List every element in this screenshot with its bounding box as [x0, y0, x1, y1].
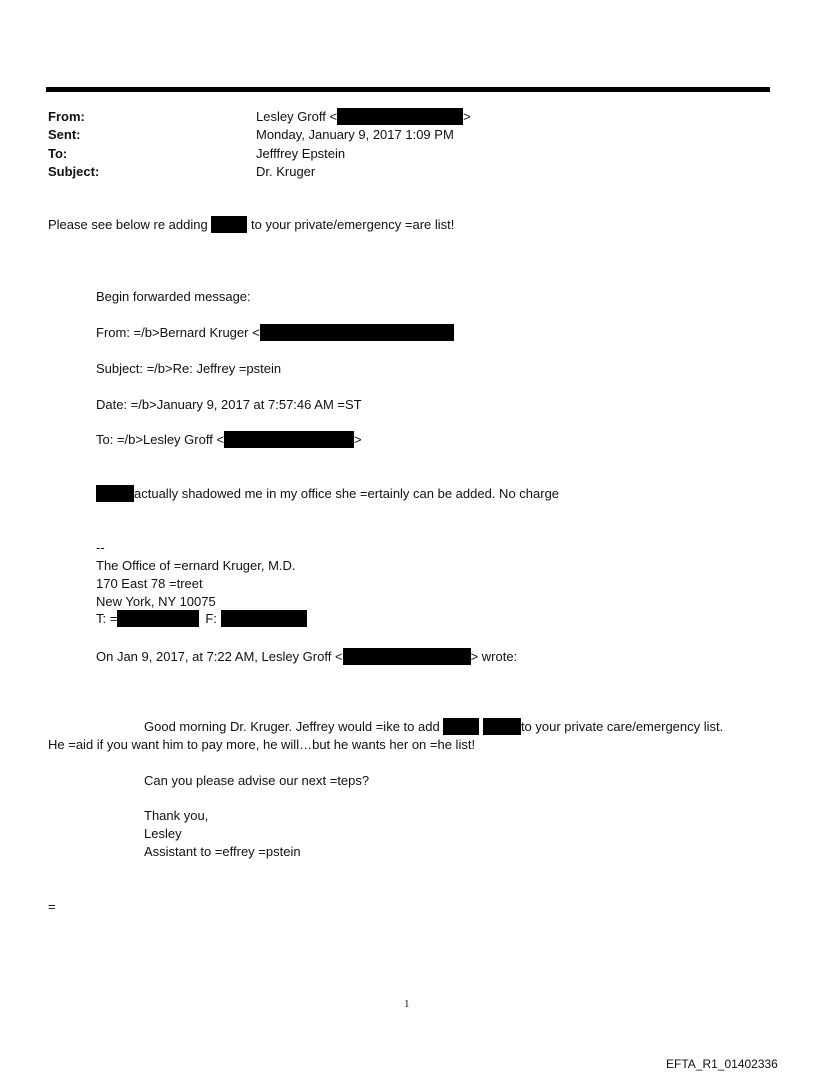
from-name: Lesley Groff <	[256, 109, 338, 124]
header-rule	[46, 87, 770, 92]
forward-to-close: >	[354, 432, 362, 447]
forward-from-text: From: =/b>Bernard Kruger <	[96, 325, 260, 340]
quoted-wrote-prefix: On Jan 9, 2017, at 7:22 AM, Lesley Groff <	[96, 649, 343, 664]
forward-from	[96, 324, 454, 341]
forward-begin: Begin forwarded message:	[96, 289, 251, 304]
reply-text: actually shadowed me in my office she =ertainly can be added. No charge	[134, 486, 560, 501]
from-close: >	[463, 109, 471, 124]
to-label: To:	[48, 146, 68, 161]
signature-street: 170 East 78 =treet	[96, 576, 203, 591]
quoted-greeting	[144, 718, 723, 735]
forward-to-text: To: =/b>Lesley Groff <	[96, 432, 225, 447]
forward-to	[96, 431, 362, 448]
subject-label: Subject:	[48, 164, 100, 179]
intro-line	[48, 216, 454, 233]
redaction-box	[211, 216, 247, 233]
signature-city: New York, NY 10075	[96, 594, 216, 609]
redaction-box	[443, 718, 479, 735]
redaction-box	[483, 718, 521, 735]
quoted-greeting-text: Good morning Dr. Kruger. Jeffrey would =ike to add	[144, 719, 440, 734]
redaction-box	[221, 610, 307, 627]
quoted-greeting-after: to your private care/emergency list.	[520, 719, 724, 734]
forward-date: Date: =/b>January 9, 2017 at 7:57:46 AM =ST	[96, 397, 362, 412]
quoted-question: Can you please advise our next =teps?	[144, 773, 370, 788]
from-value	[256, 108, 471, 125]
redaction-box	[96, 485, 134, 502]
sent-value: Monday, January 9, 2017 1:09 PM	[256, 127, 454, 142]
quoted-thanks: Thank you,	[144, 808, 209, 823]
bates-number: EFTA_R1_01402336	[666, 1057, 778, 1071]
from-label: From:	[48, 109, 85, 124]
intro-before: Please see below re adding	[48, 217, 208, 232]
signature-tel: T: =	[96, 611, 118, 626]
redaction-box	[343, 648, 471, 665]
redaction-box	[337, 108, 463, 125]
intro-after: to your private/emergency =are list!	[250, 217, 455, 232]
trailing-equals: =	[48, 899, 56, 914]
subject-value: Dr. Kruger	[256, 164, 316, 179]
redaction-box	[117, 610, 199, 627]
quoted-line2: He =aid if you want him to pay more, he will…but he wants her on =he list!	[48, 737, 476, 752]
signature-phone	[96, 610, 307, 627]
to-value: Jefffrey Epstein	[256, 146, 346, 161]
forward-subject: Subject: =/b>Re: Jeffrey =pstein	[96, 361, 282, 376]
signature-dash: --	[96, 540, 105, 555]
quoted-name: Lesley	[144, 826, 182, 841]
signature-fax: F:	[205, 611, 217, 626]
quoted-wrote	[96, 648, 517, 665]
signature-office: The Office of =ernard Kruger, M.D.	[96, 558, 296, 573]
redaction-box	[260, 324, 454, 341]
redaction-box	[224, 431, 354, 448]
quoted-title: Assistant to =effrey =pstein	[144, 844, 301, 859]
quoted-wrote-suffix: > wrote:	[470, 649, 518, 664]
reply-line	[96, 485, 559, 502]
sent-label: Sent:	[48, 127, 81, 142]
page-number: 1	[404, 998, 410, 1010]
